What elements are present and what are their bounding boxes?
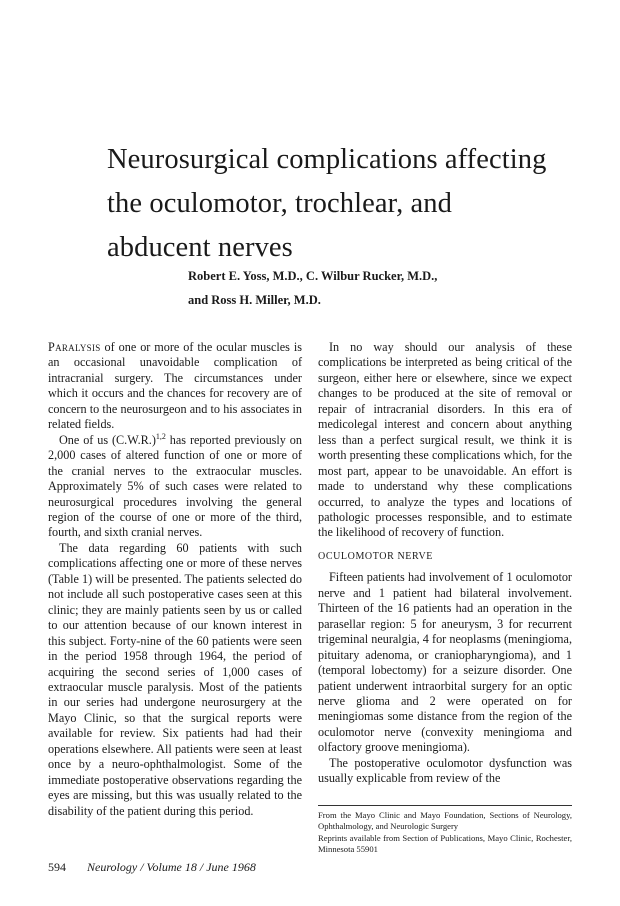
paragraph-postoperative: The postoperative oculomotor dysfunction was usually explicable from review of the — [318, 755, 572, 786]
reference-superscript: 1,2 — [155, 431, 166, 441]
title-line-2: the oculomotor, trochlear, and — [107, 188, 452, 219]
section-heading-oculomotor: OCULOMOTOR NERVE — [318, 550, 434, 562]
article-title — [107, 138, 587, 270]
right-column — [318, 340, 572, 787]
footnote-reprints: Reprints available from Section of Publications, Mayo Clinic, Rochester, Minnesota 55901 — [318, 833, 572, 854]
author-line-2: and Ross H. Miller, M.D. — [188, 293, 321, 307]
footnote-divider — [318, 805, 572, 806]
page-number: 594 — [48, 860, 66, 874]
paragraph-analysis: In no way should our analysis of these complications be interpreted as being critical of the surgeon, either here or elsewhere, since we expect changes to be produced at the site of removal or repair of intracranial disorders. In this era of medicolegal interest and concern about anything less than a perfect surgical result, we think it is worth presenting these complications which, for the most part, appear to be unavoidable. An effort is made to understand why these complications occurred, to analyze the types and locations of pathologic processes responsible, and to estimate the likelihood of recovery of function. — [318, 340, 572, 540]
page-footer — [48, 860, 348, 875]
paragraph-oculomotor: Fifteen patients had involvement of 1 oculomotor nerve and 1 patient had bilateral involvement. Thirteen of the 16 patients had an operation in the parasellar region: 5 for aneurysm, 3 for recurrent trigeminal neuralgia, 4 for neoplasms (meningioma, pituitary adenoma, or craniopharyngioma), and 1 (temporal lobectomy) for a seizure disorder. One patient underwent intraorbital surgery for an optic nerve glioma and 2 were operated on for meningiomas some distance from the region of the oculomotor nerve (convexity meningioma and olfactory groove meningioma). — [318, 570, 572, 755]
journal-citation: Neurology / Volume 18 / June 1968 — [87, 860, 256, 874]
paragraph-prior-report — [48, 433, 302, 541]
footnotes — [318, 810, 572, 856]
paragraph-prior-report-rest: has reported previously on 2,000 cases of altered function of one or more of the cranial nerves to the extraocular muscles. Approximately 5% of such cases were related to neurosurgical procedures involving the general region of the course of one or more of the third, fourth, and sixth cranial nerves. — [48, 432, 302, 540]
title-line-3: abducent nerves — [107, 232, 293, 263]
paragraph-data: The data regarding 60 patients with such complications affecting one or more of these nerves (Table 1) will be presented. The patients selected do not include all such postoperative cases seen at this clinic; they are mainly patients seen by us or called to our attention because of our known interest in this subject. Forty-nine of the 60 patients were seen in the period 1958 through 1964, the period of acquiring the second series of 1,000 cases of extraocular muscle paralysis. Most of the patients in our series had undergone neurosurgery at the Mayo Clinic, so that the surgical reports were available for review. Six patients had had their operations elsewhere. All patients were seen at least once by a neuro-ophthalmologist. Some of the immediate postoperative observations regarding the eyes are missing, but this was usually related to the disability of the patient during this period. — [48, 540, 302, 818]
paragraph-intro-text: of one or more of the ocular muscles is an occasional unavoidable complication of intracranial surgery. The circumstances under which it occurs and the chances for recovery are of concern to the neurosurgeon and to his associates in related fields. — [48, 340, 302, 432]
author-byline — [188, 264, 548, 312]
title-line-1: Neurosurgical complications affecting — [107, 144, 547, 175]
paragraph-prior-report-start: One of us (C.W.R.) — [59, 432, 156, 447]
lead-in-word: Paralysis — [48, 340, 101, 354]
footnote-affiliation: From the Mayo Clinic and Mayo Foundation, Sections of Neurology, Ophthalmology, and Neurologic Surgery — [318, 810, 572, 831]
author-line-1: Robert E. Yoss, M.D., C. Wilbur Rucker, M.D., — [188, 269, 438, 283]
left-column — [48, 340, 302, 819]
paragraph-intro — [48, 340, 302, 433]
